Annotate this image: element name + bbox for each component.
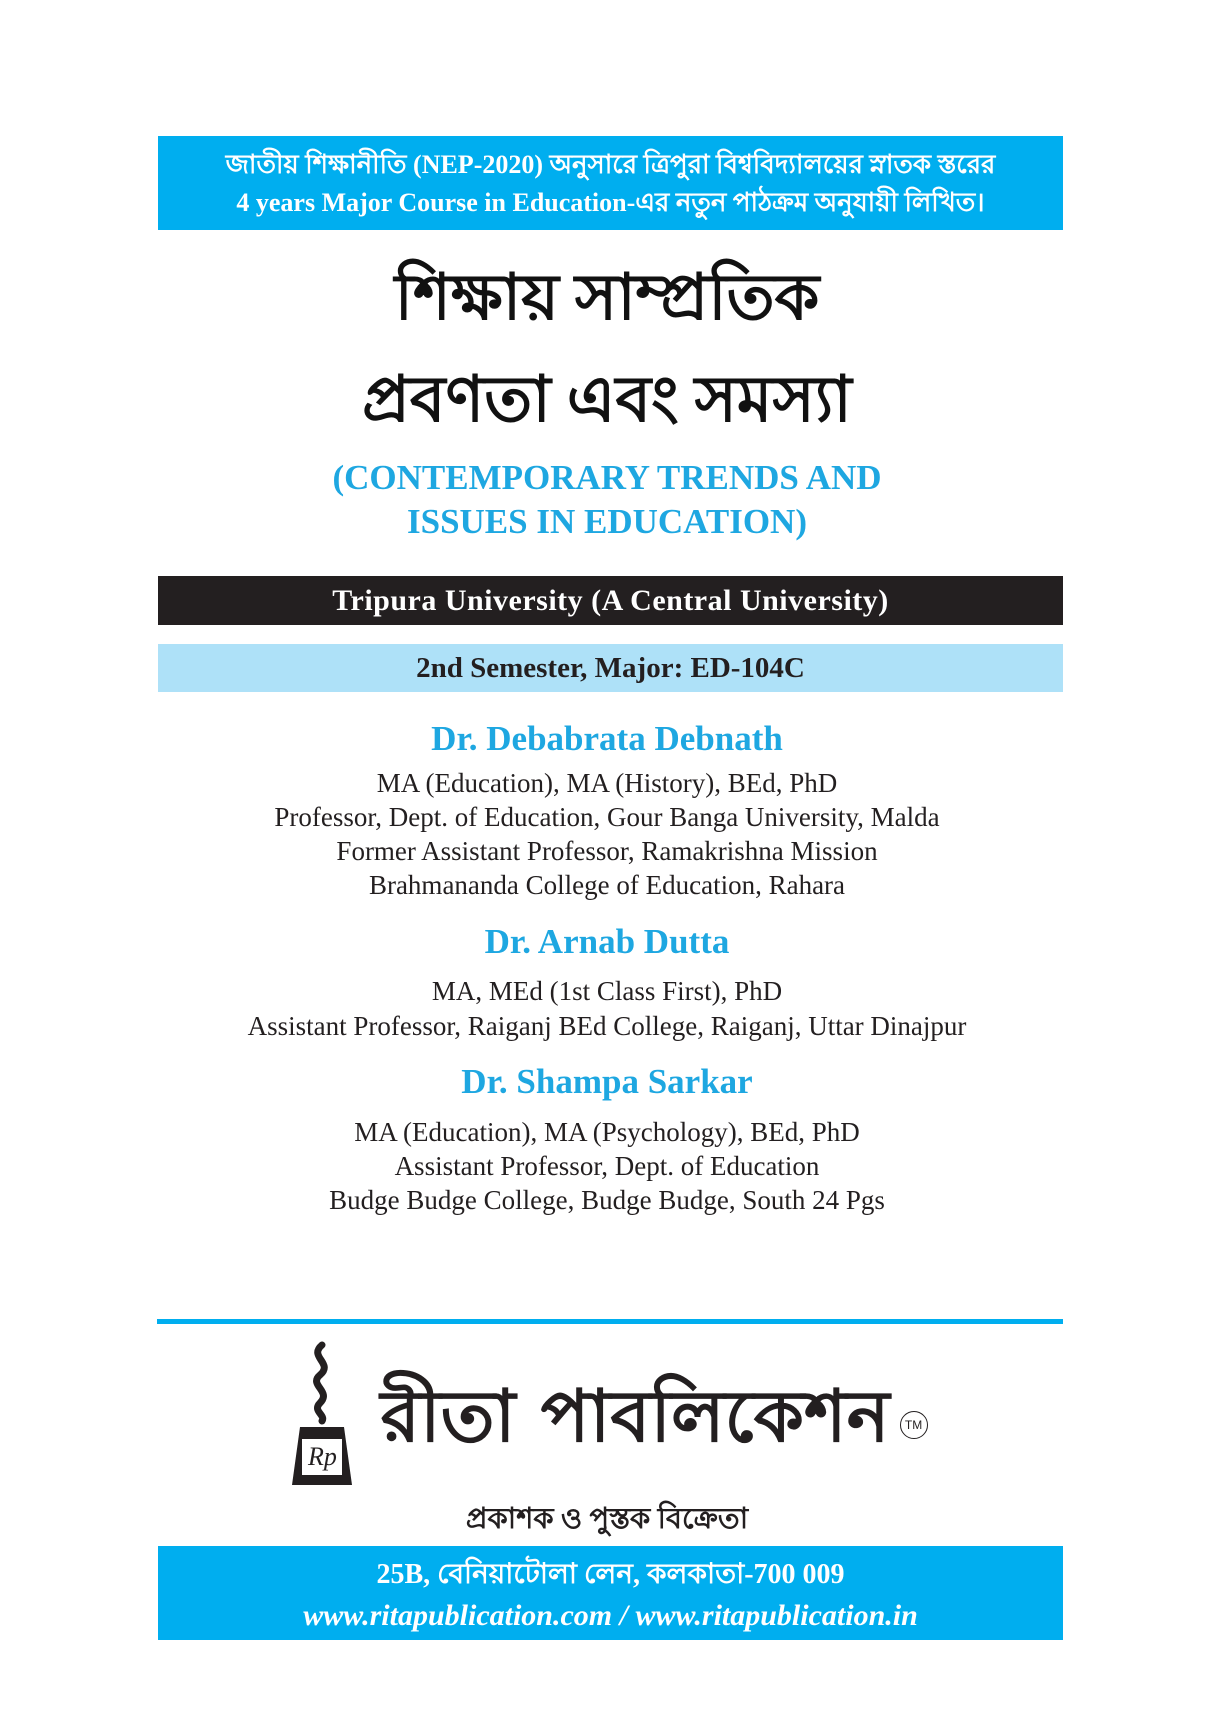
- author-detail: MA, MEd (1st Class First), PhD: [431, 976, 783, 1006]
- publisher-logo-icon: [286, 1341, 358, 1491]
- english-title-line-2: ISSUES IN EDUCATION): [406, 502, 807, 541]
- trademark-mark: TM: [900, 1411, 928, 1439]
- english-title-line-1: (CONTEMPORARY TRENDS AND: [332, 458, 882, 497]
- author-detail: MA (Education), MA (Psychology), BEd, PhD: [354, 1117, 860, 1147]
- author-name: Dr. Shampa Sarkar: [461, 1062, 753, 1101]
- author-detail: Budge Budge College, Budge Budge, South 24 Pgs: [329, 1185, 885, 1215]
- publisher-tagline: প্রকাশক ও পুস্তক বিক্রেতা: [465, 1503, 749, 1535]
- author-detail: Brahmananda College of Education, Rahara: [368, 870, 846, 900]
- author-name: Dr. Arnab Dutta: [484, 922, 730, 961]
- university-banner: Tripura University (A Central University): [158, 576, 1063, 625]
- logo-monogram: Rp: [307, 1442, 337, 1471]
- bengali-title-line-2: প্রবণতা এবং সমস্যা: [362, 364, 852, 435]
- bottom-banner: [158, 1546, 1063, 1640]
- course-banner: 2nd Semester, Major: ED-104C: [158, 644, 1063, 692]
- author-detail: MA (Education), MA (History), BEd, PhD: [376, 768, 838, 798]
- publisher-address: 25B, বেনিয়াটোলা লেন, কলকাতা-700 009: [376, 1559, 845, 1590]
- banner-line-2: 4 years Major Course in Education-এর নতুন পাঠক্রম অনুযায়ী লিখিত।: [236, 188, 985, 217]
- bengali-title-line-1: শিক্ষায় সাম্প্রতিক: [394, 262, 820, 333]
- publisher-name: রীতা পাবলিকেশন: [380, 1374, 890, 1458]
- author-detail: Assistant Professor, Dept. of Education: [394, 1151, 820, 1181]
- top-banner: [158, 136, 1063, 230]
- author-detail: Former Assistant Professor, Ramakrishna Mission: [336, 836, 878, 866]
- author-name: Dr. Debabrata Debnath: [431, 719, 783, 758]
- banner-line-1: জাতীয় শিক্ষানীতি (NEP-2020) অনুসারে ত্রিপুরা বিশ্ববিদ্যালয়ের স্নাতক স্তরের: [225, 150, 996, 179]
- divider-rule: [157, 1319, 1063, 1324]
- author-detail: Assistant Professor, Raiganj BEd College, Raiganj, Uttar Dinajpur: [247, 1011, 967, 1041]
- publisher-logo-row: [0, 1341, 1214, 1491]
- publisher-websites[interactable]: www.ritapublication.com / www.ritapublication.in: [303, 1599, 918, 1632]
- author-detail: Professor, Dept. of Education, Gour Banga University, Malda: [274, 802, 940, 832]
